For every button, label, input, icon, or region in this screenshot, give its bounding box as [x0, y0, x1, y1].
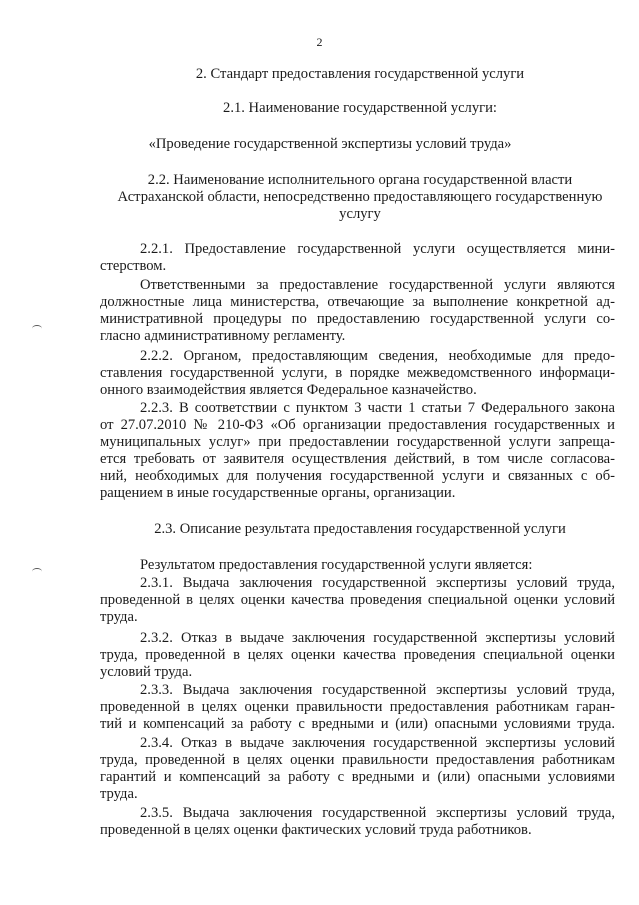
- paragraph-line: 2.3.5. Выдача заключения государственной экспертизы условий труда,: [140, 805, 615, 821]
- paragraph-line: гласно административному регламенту.: [100, 328, 346, 344]
- paragraph-line: 2.2.3. В соответствии с пунктом 3 части 1 статьи 7 Федерального закона: [140, 400, 615, 416]
- paragraph-line: труда, проведенной в целях оценки качества проведения специальной оценки: [100, 647, 615, 663]
- section-heading: 2. Стандарт предоставления государственной услуги: [195, 66, 525, 82]
- paragraph-line: ется требовать от заявителя осуществления действий, в том числе согласова-: [100, 451, 615, 467]
- page-number: 2: [316, 35, 323, 49]
- paragraph-line: ращением в иные государственные органы, организации.: [100, 485, 456, 501]
- paragraph-line: проведенной в целях оценки качества проведения специальной оценки условий: [100, 592, 615, 608]
- subsection-heading-2-2-line: 2.2. Наименование исполнительного органа государственной власти: [147, 172, 573, 188]
- paragraph-line: ний, необходимых для получения государственной услуги и связанных с об-: [100, 468, 615, 484]
- paragraph-line: труда.: [100, 609, 138, 625]
- paragraph-line: Результатом предоставления государственной услуги является:: [140, 557, 533, 573]
- binder-hole-mark: [32, 568, 42, 575]
- paragraph-line: онного взаимодействия является Федеральное казначейство.: [100, 382, 477, 398]
- paragraph-line: ставления государственной услуги, в порядке межведомственного информаци-: [100, 365, 615, 381]
- paragraph-line: 2.3.4. Отказ в выдаче заключения государственной экспертизы условий: [140, 735, 615, 751]
- paragraph-line: проведенной в целях оценки правильности предоставления работникам гаран-: [100, 699, 615, 715]
- subsection-heading-2-1: 2.1. Наименование государственной услуги:: [223, 100, 497, 116]
- paragraph-line: Ответственными за предоставление государственной услуги являются: [140, 277, 615, 293]
- binder-hole-mark: [32, 325, 42, 332]
- paragraph-line: гарантий и компенсаций за работу с вредными и (или) опасными условиями: [100, 769, 615, 785]
- paragraph-line: 2.3.2. Отказ в выдаче заключения государственной экспертизы условий: [140, 630, 615, 646]
- paragraph-line: условий труда.: [100, 664, 193, 680]
- subsection-heading-2-2-line: услугу: [339, 206, 381, 222]
- paragraph-line: муниципальных услуг» при предоставлении государственной услуги запреща-: [100, 434, 615, 450]
- paragraph-line: тий и компенсаций за работу с вредными и (или) опасными условиями труда.: [100, 716, 615, 732]
- subsection-heading-2-3: 2.3. Описание результата предоставления государственной услуги: [154, 521, 566, 537]
- paragraph-line: от 27.07.2010 № 210-ФЗ «Об организации предоставления государственных и: [100, 417, 615, 433]
- paragraph-line: труда, проведенной в целях оценки правильности предоставления работникам: [100, 752, 615, 768]
- paragraph-line: 2.3.1. Выдача заключения государственной экспертизы условий труда,: [140, 575, 615, 591]
- paragraph-line: должностные лица министерства, отвечающие за выполнение конкретной ад-: [100, 294, 615, 310]
- paragraph-line: труда.: [100, 786, 138, 802]
- paragraph-line: 2.2.1. Предоставление государственной услуги осуществляется мини-: [140, 241, 615, 257]
- paragraph-line: министративной процедуры по предоставлению государственной услуги со-: [100, 311, 615, 327]
- subsection-heading-2-2-line: Астраханской области, непосредственно предоставляющего государственную: [117, 189, 603, 205]
- paragraph-line: 2.3.3. Выдача заключения государственной экспертизы условий труда,: [140, 682, 615, 698]
- paragraph-line: проведенной в целях оценки фактических условий труда работников.: [100, 822, 532, 838]
- service-name: «Проведение государственной экспертизы условий труда»: [148, 136, 512, 152]
- paragraph-line: стерством.: [100, 258, 167, 274]
- paragraph-line: 2.2.2. Органом, предоставляющим сведения, необходимые для предо-: [140, 348, 615, 364]
